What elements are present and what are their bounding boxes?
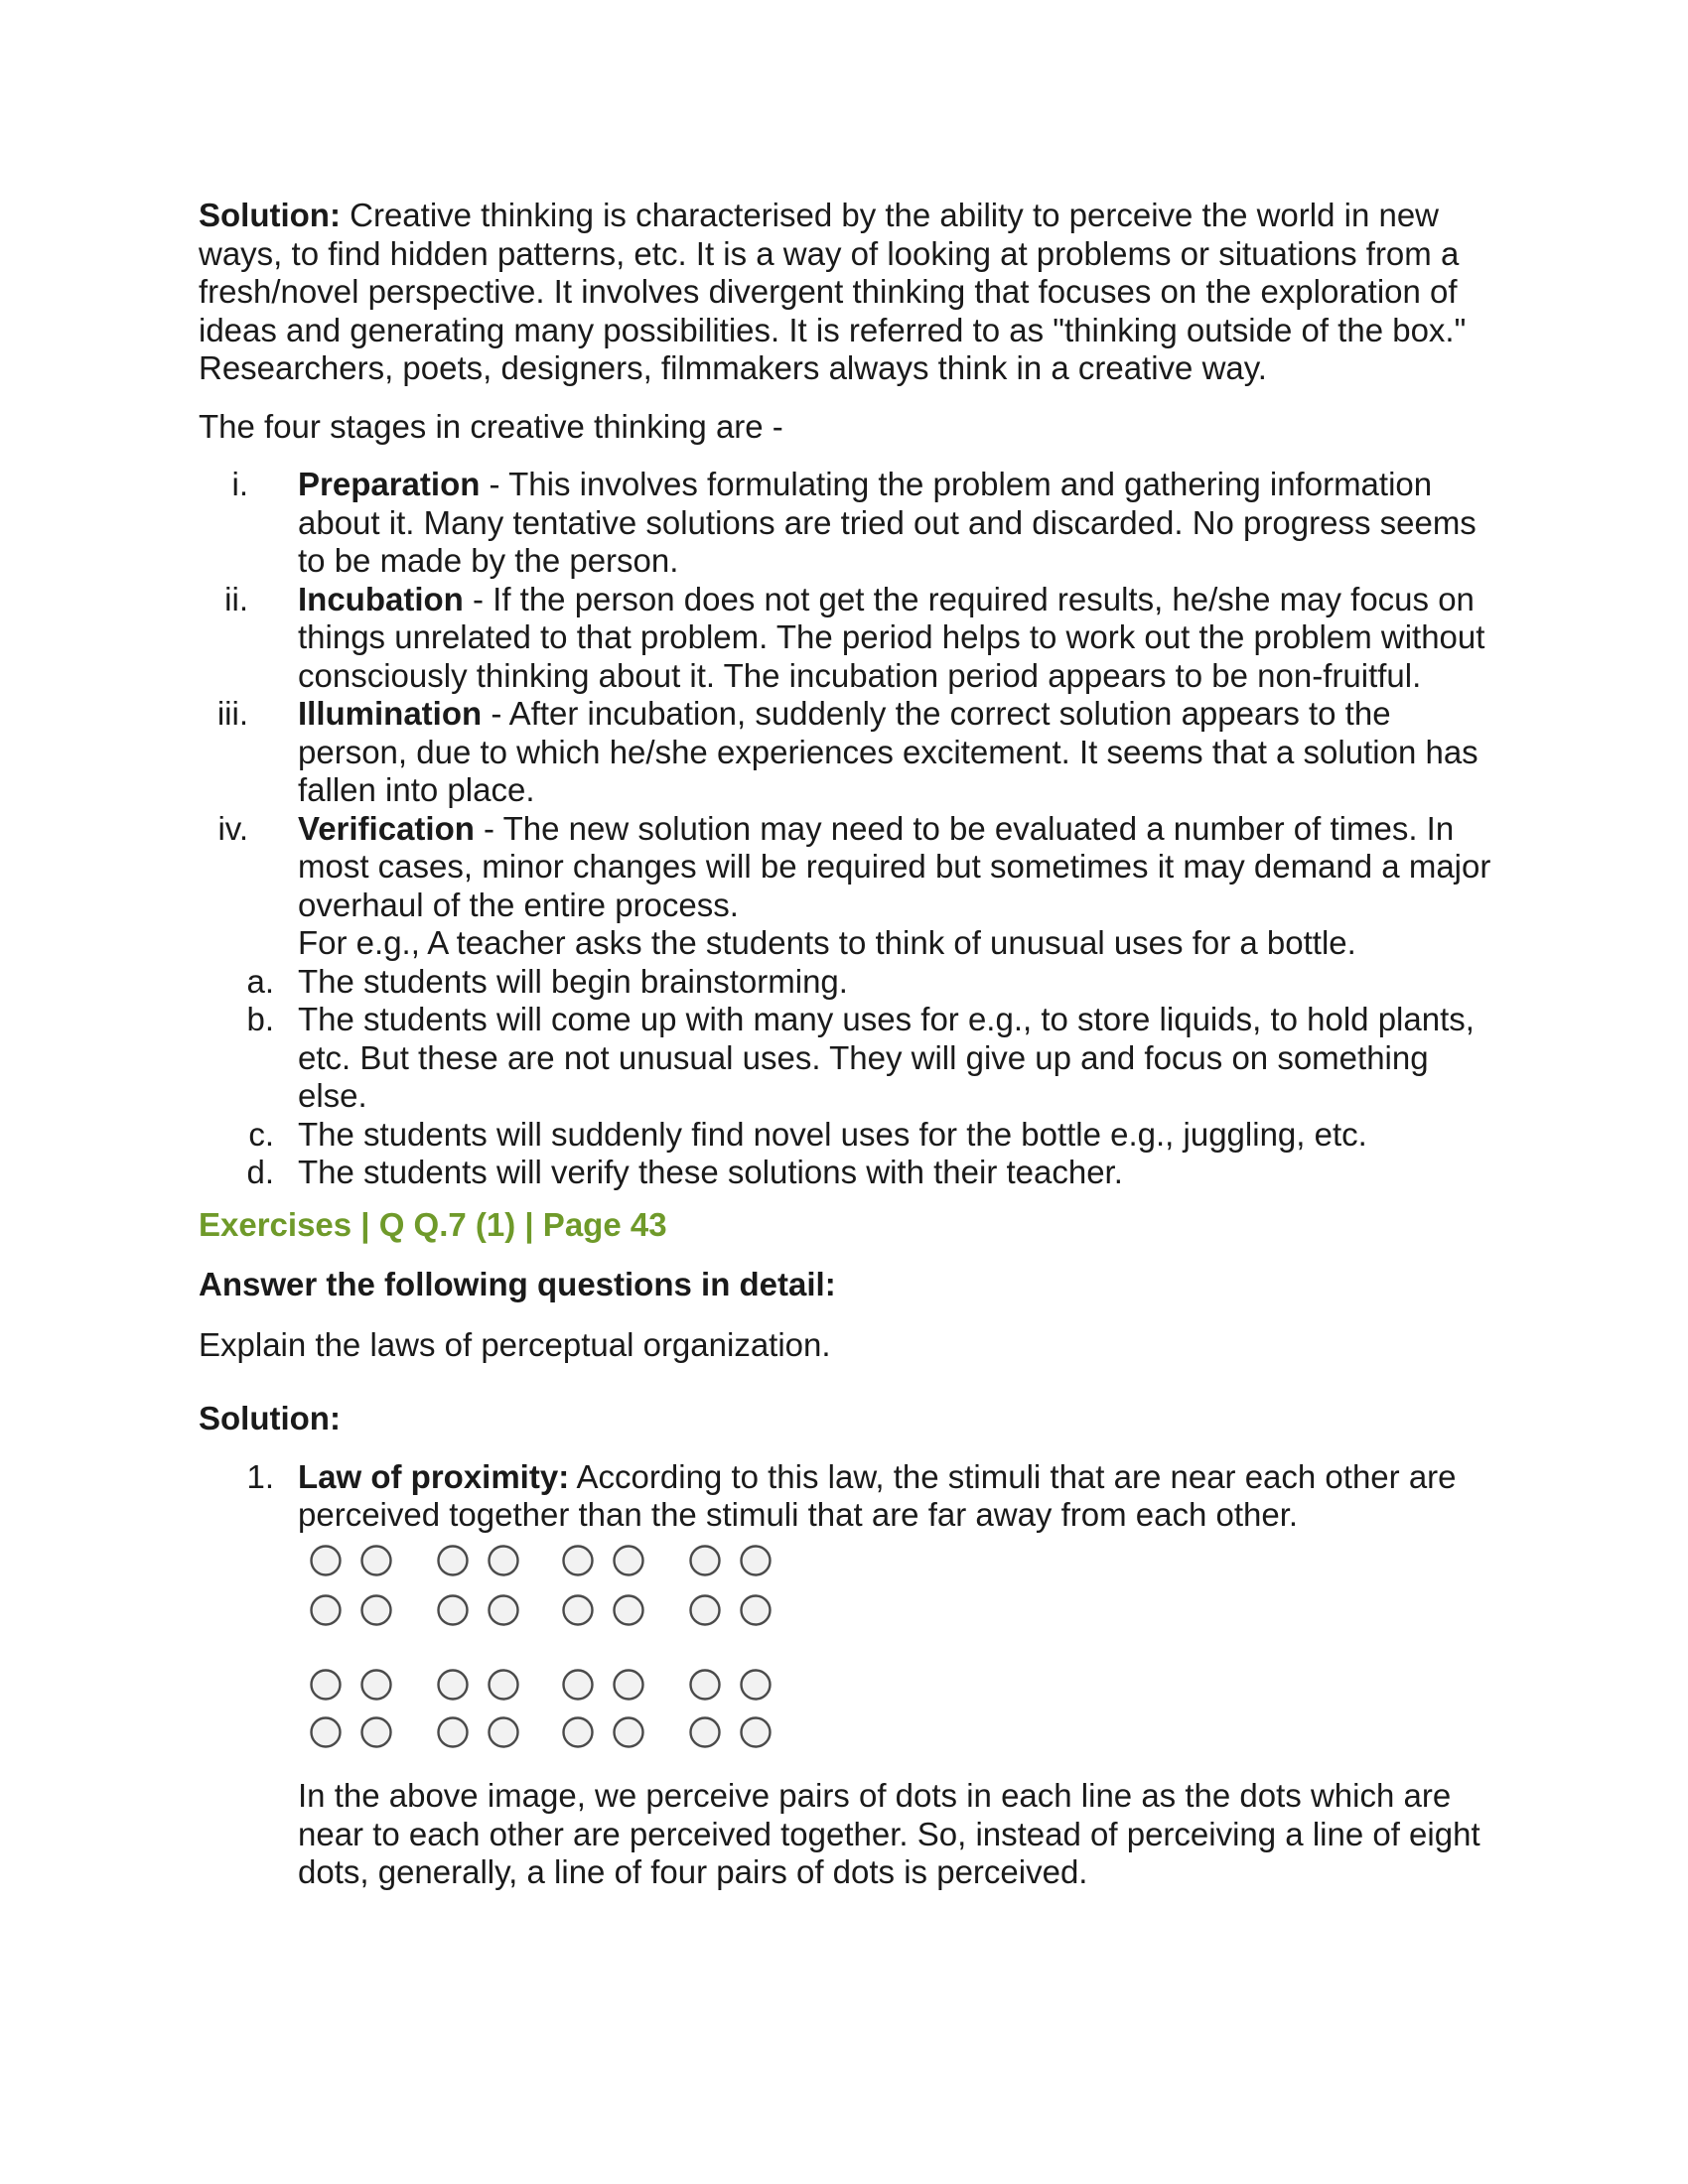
step-text: The students will verify these solutions with their teacher. — [298, 1154, 1123, 1190]
list-item — [199, 810, 1499, 963]
list-marker: i. — [231, 466, 248, 502]
laws-list — [199, 1458, 1499, 1535]
dot — [362, 1717, 391, 1746]
law-term: Law of proximity: — [298, 1457, 570, 1495]
solution-heading: Solution: — [199, 1400, 341, 1436]
dot — [691, 1670, 720, 1699]
stage-text: - After incubation, suddenly the correct solution appears to the person, due to which he/she experiences excitement. It seems that a solution has fallen into place. — [298, 695, 1478, 808]
dot — [362, 1595, 391, 1624]
dot — [312, 1546, 341, 1574]
list-item — [199, 1001, 1499, 1116]
dot — [742, 1670, 771, 1699]
stage-term: Verification — [298, 809, 475, 847]
solution-text: Creative thinking is characterised by the ability to perceive the world in new ways, to find hidden patterns, etc. It is a way of looking at problems or situations from a fresh/novel perspective. It involves divergent thinking that focuses on the exploration of ideas and generating many possibilities. It is referred to as "thinking outside of the box." Researchers, poets, designers, filmmakers always think in a creative way. — [199, 197, 1467, 386]
solution-paragraph — [199, 197, 1499, 388]
dot — [490, 1670, 518, 1699]
dot — [615, 1717, 643, 1746]
dot — [312, 1595, 341, 1624]
dot — [691, 1546, 720, 1574]
dot — [439, 1546, 468, 1574]
figure-caption: In the above image, we perceive pairs of dots in each line as the dots which are near to each other are perceived together. So, instead of perceiving a line of eight dots, generally, a line of four pairs of dots is perceived. — [298, 1777, 1480, 1890]
dot — [691, 1717, 720, 1746]
list-marker: iv. — [217, 809, 248, 847]
dot — [439, 1717, 468, 1746]
list-marker: c. — [248, 1115, 274, 1153]
list-item — [199, 581, 1499, 696]
dot — [691, 1595, 720, 1624]
stages-list — [199, 466, 1499, 963]
list-marker: a. — [246, 962, 274, 1000]
dot — [490, 1546, 518, 1574]
solution-label: Solution: — [199, 197, 341, 233]
document-page — [199, 197, 1499, 1892]
proximity-dots-figure — [298, 1543, 774, 1761]
laws-list-caption — [199, 1777, 1499, 1892]
stage-term: Preparation — [298, 466, 481, 502]
law-text: According to this law, the stimuli that are near each other are perceived together than the stimuli that are far away from each other. — [298, 1457, 1457, 1533]
step-text: The students will begin brainstorming. — [298, 962, 848, 1000]
question-text: Explain the laws of perceptual organization. — [199, 1325, 831, 1363]
list-marker: 1. — [246, 1457, 274, 1495]
example-steps-list — [199, 963, 1499, 1192]
stage-term: Illumination — [298, 695, 483, 732]
list-marker: d. — [246, 1154, 274, 1190]
dot — [362, 1546, 391, 1574]
list-item — [199, 963, 1499, 1002]
dot — [362, 1670, 391, 1699]
stages-intro: The four stages in creative thinking are - — [199, 407, 783, 445]
stage-term: Incubation — [298, 580, 464, 617]
dot — [615, 1595, 643, 1624]
list-item — [199, 466, 1499, 581]
stage-text: - This involves formulating the problem and gathering information about it. Many tentative solutions are tried out and discarded. No progress seems to be made by the person. — [298, 466, 1477, 579]
step-text: The students will come up with many uses for e.g., to store liquids, to hold plants, etc. But these are not unusual uses. They will give up and focus on something else. — [298, 1001, 1475, 1114]
list-item — [199, 1116, 1499, 1155]
dot — [439, 1670, 468, 1699]
step-text: The students will suddenly find novel uses for the bottle e.g., juggling, etc. — [298, 1115, 1367, 1153]
list-item — [199, 1777, 1499, 1892]
dot — [742, 1546, 771, 1574]
dot — [564, 1595, 593, 1624]
dot — [742, 1717, 771, 1746]
answer-heading: Answer the following questions in detail: — [199, 1266, 836, 1302]
stage-text: - If the person does not get the required results, he/she may focus on things unrelated to that problem. The period helps to work out the problem without consciously thinking about it. The incubation period appears to be non-fruitful. — [298, 580, 1485, 694]
exercise-heading: Exercises | Q Q.7 (1) | Page 43 — [199, 1205, 667, 1243]
dot — [564, 1670, 593, 1699]
dot — [490, 1717, 518, 1746]
stage-example: For e.g., A teacher asks the students to think of unusual uses for a bottle. — [298, 924, 1356, 961]
dot — [615, 1670, 643, 1699]
dot — [312, 1670, 341, 1699]
list-item — [199, 695, 1499, 810]
list-marker: ii. — [224, 580, 248, 617]
list-marker: iii. — [216, 695, 248, 732]
dot — [564, 1546, 593, 1574]
list-marker: b. — [246, 1001, 274, 1037]
dot — [439, 1595, 468, 1624]
dot — [564, 1717, 593, 1746]
stage-text: - The new solution may need to be evaluated a number of times. In most cases, minor changes will be required but sometimes it may demand a major overhaul of the entire process. — [298, 809, 1491, 923]
dot — [742, 1595, 771, 1624]
dot — [312, 1717, 341, 1746]
dot — [490, 1595, 518, 1624]
dot — [615, 1546, 643, 1574]
list-item — [199, 1458, 1499, 1535]
list-item — [199, 1154, 1499, 1192]
